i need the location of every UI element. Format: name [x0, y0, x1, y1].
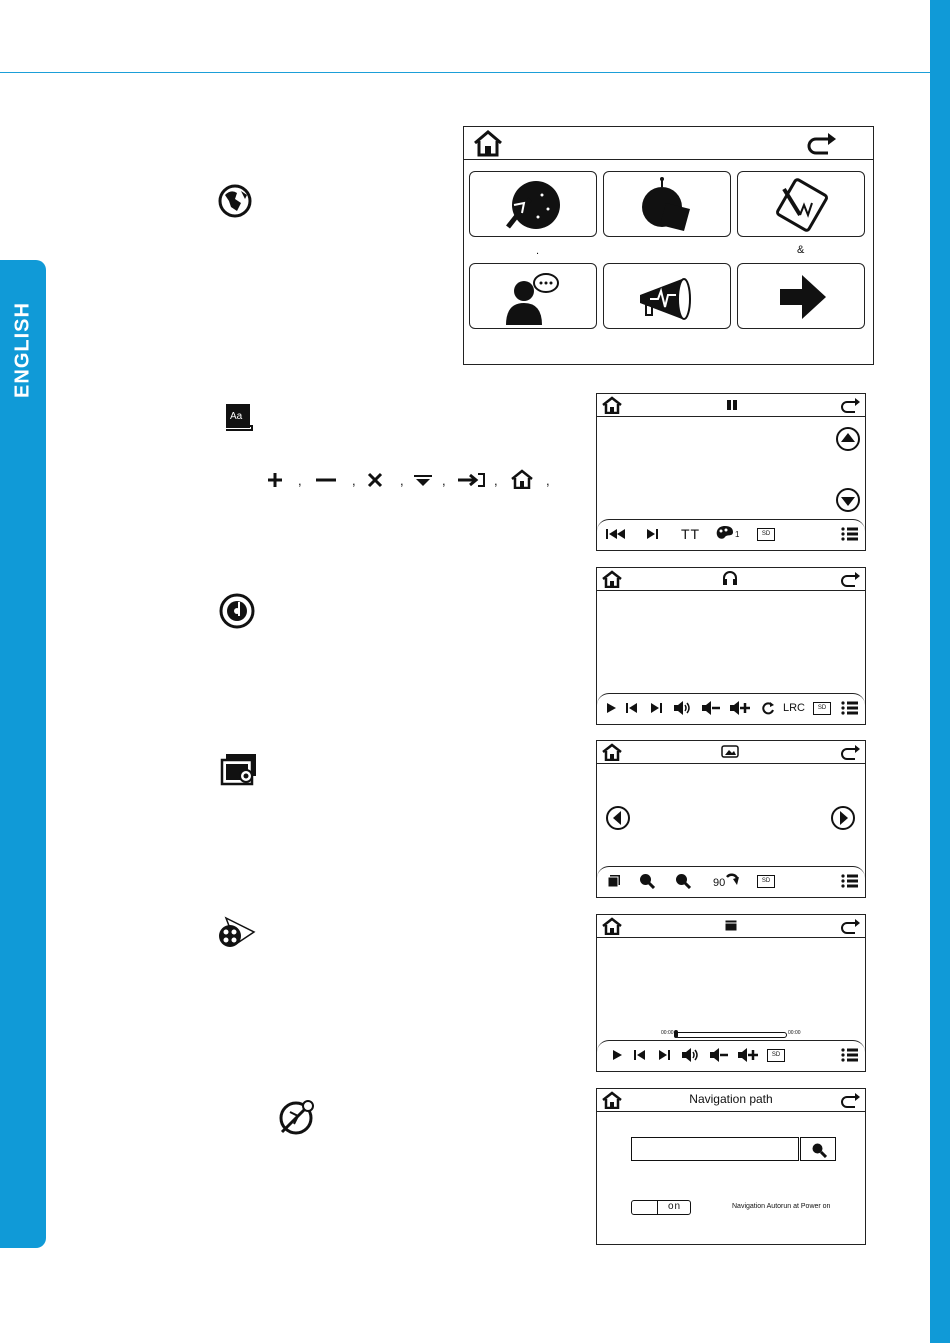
toggle-value: on — [668, 1201, 682, 1212]
separator: , — [546, 473, 550, 488]
tile-balloon[interactable] — [603, 171, 731, 237]
video-title-bar — [597, 915, 865, 938]
main-menu-title-bar — [464, 127, 873, 160]
tile-megaphone[interactable] — [603, 263, 731, 329]
search-icon — [811, 1142, 827, 1158]
ebook-title-bar — [597, 394, 865, 417]
sd-card-icon[interactable]: SD — [757, 528, 775, 541]
home-icon[interactable] — [472, 129, 504, 157]
navigation-path-input[interactable] — [631, 1137, 799, 1161]
home-icon[interactable] — [601, 917, 623, 935]
total-time: 00:00 — [788, 1030, 801, 1036]
header-rule — [0, 72, 930, 73]
elapsed-time: 00:00 — [661, 1030, 674, 1036]
autorun-label: Navigation Autorun at Power on — [732, 1203, 831, 1210]
list-icon[interactable] — [841, 526, 859, 542]
plus-icon — [266, 471, 284, 489]
list-icon[interactable] — [841, 873, 859, 889]
back-icon[interactable] — [806, 131, 838, 155]
font-superscript: 1 — [735, 530, 740, 539]
svg-text:Aa: Aa — [230, 411, 243, 422]
scroll-down-icon[interactable] — [835, 487, 861, 513]
slideshow-icon[interactable] — [607, 874, 621, 888]
close-icon — [366, 471, 384, 489]
ebook-screen — [596, 393, 866, 551]
video-toolbar — [597, 1040, 865, 1071]
previous-icon[interactable] — [625, 702, 639, 714]
headphones-icon — [722, 571, 738, 585]
home-icon[interactable] — [601, 570, 623, 588]
music-toolbar — [597, 693, 865, 724]
volume-down-icon[interactable] — [709, 1048, 729, 1062]
tile-label: & — [797, 244, 805, 256]
rotate-label[interactable]: 90 — [713, 877, 726, 889]
volume-up-icon[interactable] — [737, 1048, 759, 1062]
home-icon[interactable] — [601, 396, 623, 414]
play-icon[interactable] — [605, 702, 617, 714]
back-icon[interactable] — [839, 743, 861, 761]
photo-toolbar — [597, 866, 865, 897]
video-reel-icon — [216, 914, 256, 950]
volume-up-icon[interactable] — [729, 701, 751, 715]
globe-icon — [217, 183, 255, 219]
volume-down-icon[interactable] — [701, 701, 721, 715]
music-title-bar — [597, 568, 865, 591]
photo-album-icon — [220, 752, 260, 788]
book-icon — [726, 399, 738, 411]
ebook-icon — [222, 400, 256, 432]
video-screen — [596, 914, 866, 1072]
tile-label: . — [536, 245, 540, 257]
sd-card-icon[interactable]: SD — [757, 875, 775, 888]
separator: , — [442, 473, 446, 488]
ebook-symbol-row — [266, 469, 556, 491]
next-icon[interactable] — [649, 702, 663, 714]
ebook-toolbar — [597, 519, 865, 550]
main-menu-screen — [463, 126, 874, 365]
goto-icon — [456, 471, 488, 489]
list-icon[interactable] — [841, 700, 859, 716]
navigation-title-bar — [597, 1089, 865, 1112]
picture-icon — [721, 745, 739, 758]
separator: , — [298, 473, 302, 488]
previous-icon[interactable] — [633, 1049, 647, 1061]
next-photo-icon[interactable] — [830, 805, 856, 831]
separator: , — [400, 473, 404, 488]
zoom-out-icon[interactable] — [675, 873, 691, 889]
volume-icon[interactable] — [673, 701, 691, 715]
next-page-icon[interactable] — [645, 528, 661, 540]
first-page-icon[interactable] — [605, 528, 627, 540]
list-icon[interactable] — [841, 1047, 859, 1063]
minus-icon — [314, 471, 338, 489]
sd-card-icon[interactable]: SD — [767, 1049, 785, 1062]
navigation-path-screen — [596, 1088, 866, 1245]
page-title: Navigation path — [689, 1092, 773, 1106]
music-disc-icon — [217, 592, 257, 630]
palette-icon[interactable] — [715, 525, 735, 541]
scroll-up-icon[interactable] — [835, 426, 861, 452]
film-icon — [725, 920, 737, 931]
home-icon — [510, 469, 534, 489]
navigation-settings-icon — [274, 1098, 318, 1138]
language-label: ENGLISH — [11, 302, 34, 398]
tile-next[interactable] — [737, 263, 865, 329]
volume-icon[interactable] — [681, 1048, 699, 1062]
zoom-in-icon[interactable] — [639, 873, 655, 889]
sd-card-icon[interactable]: SD — [813, 702, 831, 715]
back-icon[interactable] — [839, 1091, 861, 1109]
progress-bar[interactable] — [675, 1032, 787, 1038]
separator: , — [494, 473, 498, 488]
back-icon[interactable] — [839, 917, 861, 935]
play-icon[interactable] — [611, 1049, 623, 1061]
right-edge-bar — [930, 0, 950, 1343]
photo-screen — [596, 740, 866, 898]
tile-navigation[interactable] — [469, 171, 597, 237]
home-icon[interactable] — [601, 743, 623, 761]
language-tab — [0, 260, 46, 1248]
text-size-button[interactable]: TT — [681, 526, 701, 542]
separator: , — [352, 473, 356, 488]
repeat-icon[interactable] — [761, 701, 775, 715]
photo-title-bar — [597, 741, 865, 764]
progress-handle[interactable] — [674, 1030, 678, 1038]
lyrics-button[interactable]: LRC — [783, 702, 806, 714]
toggle-divider — [657, 1201, 658, 1214]
next-icon[interactable] — [657, 1049, 671, 1061]
back-icon[interactable] — [839, 396, 861, 414]
rotate-icon[interactable] — [725, 871, 739, 887]
previous-photo-icon[interactable] — [605, 805, 631, 831]
autorun-toggle[interactable] — [631, 1200, 691, 1215]
dropdown-icon — [412, 471, 434, 489]
tile-touch-pen[interactable] — [737, 171, 865, 237]
music-screen — [596, 567, 866, 725]
back-icon[interactable] — [839, 570, 861, 588]
search-button[interactable] — [800, 1137, 836, 1161]
tile-chat[interactable] — [469, 263, 597, 329]
